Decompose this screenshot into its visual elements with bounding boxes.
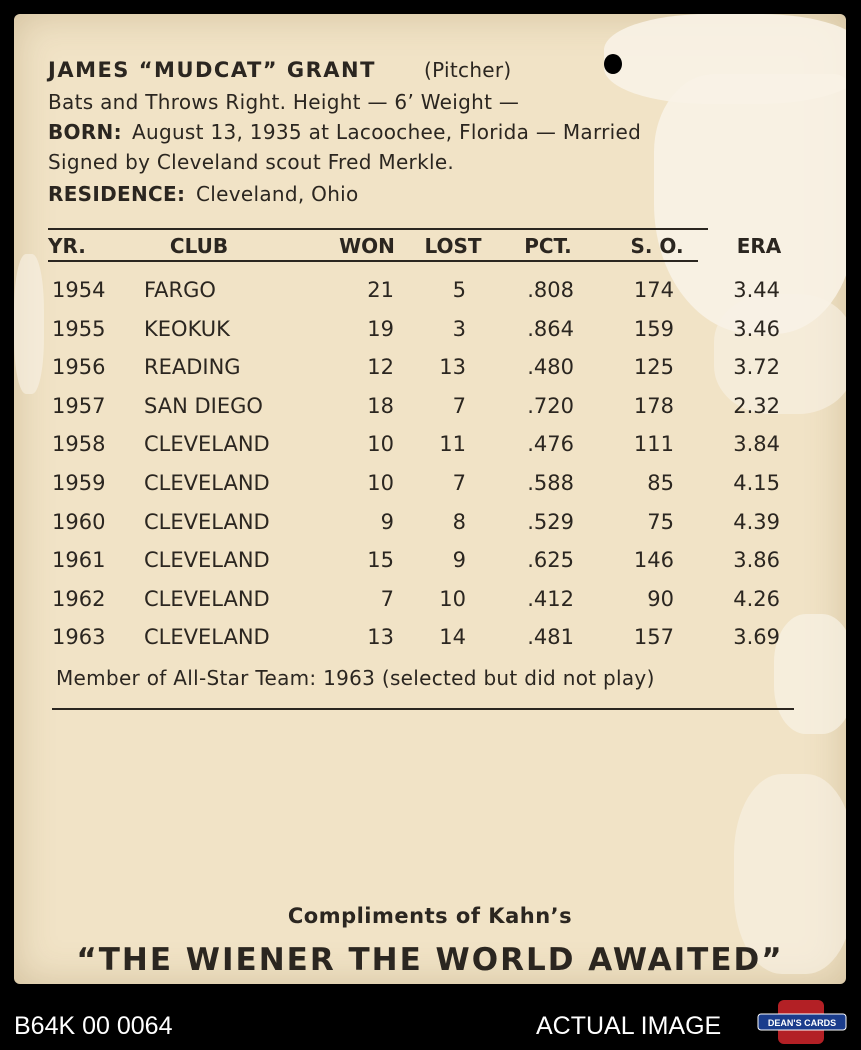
header-so: S. O. [630, 234, 684, 258]
player-position: (Pitcher) [424, 58, 512, 82]
actual-image-label: ACTUAL IMAGE [536, 1012, 722, 1040]
bottom-rule [52, 708, 794, 710]
cell-won: 7 [380, 586, 394, 611]
cell-era: 4.26 [733, 586, 780, 611]
cell-club: KEOKUK [144, 316, 230, 341]
cell-pct: .412 [527, 586, 574, 611]
punch-hole [604, 54, 622, 74]
baseball-card-back [14, 14, 846, 984]
header-pct: PCT. [524, 234, 572, 258]
signed-text: Signed by Cleveland scout Fred Merkle. [48, 150, 455, 174]
cell-lost: 9 [452, 548, 466, 573]
cell-won: 15 [367, 548, 394, 573]
cell-year: 1959 [52, 471, 106, 495]
table-row [14, 587, 846, 623]
player-name: JAMES “MUDCAT” GRANT [48, 58, 376, 82]
cell-pct: .481 [527, 625, 574, 650]
cell-club: CLEVELAND [144, 471, 270, 495]
table-row [14, 432, 846, 468]
cell-won: 12 [367, 355, 394, 380]
cell-pct: .480 [527, 355, 574, 380]
table-row [14, 355, 846, 391]
cell-won: 10 [367, 471, 394, 495]
cell-so: 157 [633, 625, 674, 650]
table-row [14, 510, 846, 546]
cell-club: FARGO [144, 278, 216, 302]
cell-era: 3.72 [733, 355, 780, 380]
cell-year: 1962 [52, 586, 106, 611]
header-year: YR. [48, 234, 86, 258]
cell-so: 174 [633, 278, 674, 302]
cell-club: SAN DIEGO [144, 393, 263, 418]
cell-so: 90 [647, 586, 674, 611]
cell-year: 1963 [52, 625, 106, 650]
table-header-rule [48, 260, 698, 262]
cell-pct: .588 [527, 471, 574, 495]
cell-year: 1958 [52, 432, 106, 457]
slogan-text: “THE WIENER THE WORLD AWAITED” [76, 942, 784, 978]
table-row [14, 471, 846, 507]
cell-pct: .808 [527, 278, 574, 302]
cell-year: 1955 [52, 316, 106, 341]
cell-era: 3.86 [733, 548, 780, 573]
cell-pct: .529 [527, 509, 574, 534]
cell-lost: 7 [452, 471, 466, 495]
cell-era: 3.84 [733, 432, 780, 457]
cell-lost: 10 [439, 586, 466, 611]
catalog-number: B64K 00 0064 [14, 1012, 173, 1040]
cell-club: CLEVELAND [144, 509, 270, 534]
cell-club: CLEVELAND [144, 625, 270, 650]
cell-club: CLEVELAND [144, 548, 270, 573]
cell-won: 13 [367, 625, 394, 650]
header-lost: LOST [424, 234, 482, 258]
logo-text: DEAN'S CARDS [767, 1018, 837, 1028]
cell-won: 21 [367, 278, 394, 302]
cell-won: 19 [367, 316, 394, 341]
cell-won: 18 [367, 393, 394, 418]
cell-year: 1954 [52, 278, 106, 302]
cell-year: 1957 [52, 393, 106, 418]
cell-club: CLEVELAND [144, 432, 270, 457]
cell-era: 3.44 [733, 278, 780, 302]
header-club: CLUB [169, 234, 229, 258]
bats-throws: Bats and Throws Right. Height — 6’ Weight — [48, 90, 520, 114]
cell-era: 4.15 [733, 471, 780, 495]
cell-lost: 7 [452, 393, 466, 418]
cell-pct: .625 [527, 548, 574, 573]
cell-era: 2.32 [733, 393, 780, 418]
born-label: BORN: [48, 120, 122, 144]
header-won: WON [339, 234, 395, 258]
cell-year: 1961 [52, 548, 106, 573]
table-row [14, 394, 846, 430]
cell-pct: .720 [527, 393, 574, 418]
table-row [14, 278, 846, 314]
cell-so: 125 [633, 355, 674, 380]
table-row [14, 625, 846, 661]
deans-cards-logo [756, 998, 848, 1046]
cell-lost: 13 [439, 355, 466, 380]
cell-era: 4.39 [733, 509, 780, 534]
cell-era: 3.46 [733, 316, 780, 341]
allstar-note: Member of All-Star Team: 1963 (selected but did not play) [56, 666, 655, 690]
cell-lost: 3 [452, 316, 466, 341]
cell-so: 75 [647, 509, 674, 534]
cell-pct: .864 [527, 316, 574, 341]
cell-so: 85 [647, 471, 674, 495]
cell-club: READING [144, 355, 241, 380]
cell-era: 3.69 [733, 625, 780, 650]
cell-so: 146 [633, 548, 674, 573]
table-row [14, 317, 846, 353]
cell-won: 9 [380, 509, 394, 534]
cell-pct: .476 [527, 432, 574, 457]
residence-label: RESIDENCE: [48, 182, 186, 206]
residence-text: Cleveland, Ohio [196, 182, 359, 206]
table-row [14, 548, 846, 584]
cell-lost: 11 [439, 432, 466, 457]
compliments-text: Compliments of Kahn’s [287, 904, 573, 928]
table-top-rule [48, 228, 708, 230]
cell-lost: 8 [452, 509, 466, 534]
cell-so: 178 [633, 393, 674, 418]
cell-lost: 5 [452, 278, 466, 302]
cell-won: 10 [367, 432, 394, 457]
cell-club: CLEVELAND [144, 586, 270, 611]
header-era: ERA [736, 234, 782, 258]
cell-year: 1956 [52, 355, 106, 380]
born-text: August 13, 1935 at Lacoochee, Florida — Married [132, 120, 642, 144]
cell-year: 1960 [52, 509, 106, 534]
cell-so: 159 [633, 316, 674, 341]
cell-lost: 14 [439, 625, 466, 650]
cell-so: 111 [633, 432, 674, 457]
